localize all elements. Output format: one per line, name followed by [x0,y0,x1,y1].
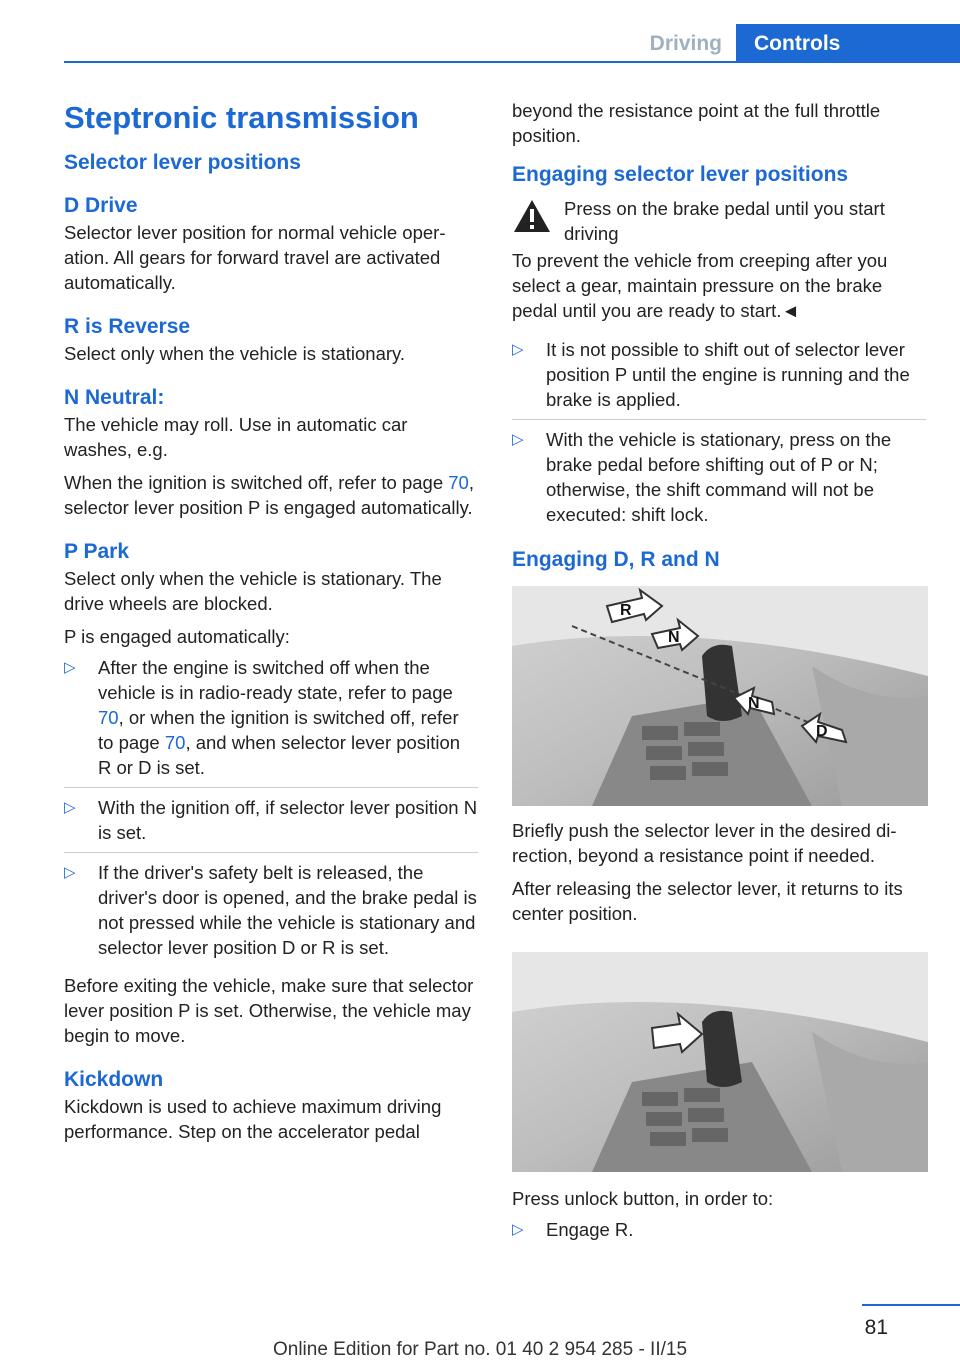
paragraph-n-neutral-1: The vehicle may roll. Use in automatic car washes, e.g. [64,414,408,460]
unlock-list [512,1217,926,1249]
paragraph-n-neutral-2: When the ignition is switched off, refer to page 70, selector lever position P is engaged automatically. [64,472,474,518]
paragraph-kickdown-continued: beyond the resistance point at the full throttle position. [512,100,881,146]
warning-triangle-icon [512,198,552,234]
header-rule [64,61,960,63]
left-column [64,98,478,1144]
list-item: ▷ It is not possible to shift out of selector lever position P until the engine is running and the brake is applied. [512,337,926,420]
paragraph-unlock: Press unlock button, in order to: [512,1188,774,1209]
page-number: 81 [864,1316,888,1339]
heading-d-drive: D Drive [64,194,138,217]
page-link-70[interactable]: 70 [98,707,119,728]
triangle-right-icon: ▷ [64,799,76,816]
paragraph-p-park-2: P is engaged automatically: [64,626,290,647]
list-item: ▷ With the ignition off, if selector lever position N is set. [64,795,478,853]
heading-kickdown: Kickdown [64,1068,164,1091]
warning-block [512,196,926,246]
paragraph-push-lever: Briefly push the selector lever in the desired direction, beyond a resistance point if needed. [512,820,897,866]
warning-title: Press on the brake pedal until you start driving [564,198,885,244]
figure-label-n-upper: N [668,629,680,646]
list-item: ▷ After the engine is switched off when the vehicle is in radio-ready state, refer to page 70, or when the ignition is switched off, refer to page 70, and when selector lever position R or D is set. [64,655,478,788]
right-column [512,98,926,1249]
triangle-right-icon: ▷ [512,1221,524,1238]
section-heading-selector-positions: Selector lever positions [64,151,301,174]
footer-rule [862,1304,960,1306]
warning-body: To prevent the vehicle from creeping after you select a gear, maintain pressure on the brake pedal until you are ready to start.◄ [512,250,888,321]
engaging-list [512,337,926,534]
heading-p-park: P Park [64,540,129,563]
figure-selector-lever-arrows [512,586,928,806]
list-item: ▷ With the vehicle is stationary, press on the brake pedal before shifting out of P or N; otherwise, the shift command will not be executed: shift lock. [512,429,892,525]
page-link-70[interactable]: 70 [164,732,186,753]
tab-controls[interactable]: Controls [736,24,960,62]
paragraph-release-lever: After releasing the selector lever, it returns to its center position. [512,878,903,924]
figure-label-d: D [816,723,828,740]
tab-driving[interactable]: Driving [649,32,722,55]
paragraph-d-drive: Selector lever position for normal vehicle operation. All gears for forward travel are activated automatically. [64,222,446,293]
paragraph-exit: Before exiting the vehicle, make sure that selector lever position P is set. Otherwise, the vehicle may begin to move. [64,975,474,1046]
figure-unlock-button [512,952,928,1172]
list-item: ▷ If the driver's safety belt is released, the driver's door is opened, and the brake pedal is not pressed while the vehicle is stationary and selector lever position D or R is set. [64,862,477,958]
page-title: Steptronic transmission [64,100,419,135]
figure-label-n-lower: N [748,695,760,712]
triangle-right-icon: ▷ [64,659,76,676]
heading-n-neutral: N Neutral: [64,386,165,409]
triangle-right-icon: ▷ [64,864,76,881]
page-link-70[interactable]: 70 [448,472,469,493]
heading-r-reverse: R is Reverse [64,315,191,338]
heading-engaging-d-r-n: Engaging D, R and N [512,548,720,571]
p-engaged-list [64,655,478,967]
triangle-right-icon: ▷ [512,341,524,358]
paragraph-r-reverse: Select only when the vehicle is stationary. [64,343,406,364]
triangle-right-icon: ▷ [512,431,524,448]
section-heading-engaging-positions: Engaging selector lever positions [512,163,849,186]
page-header [650,24,960,62]
paragraph-p-park-1: Select only when the vehicle is stationary. The drive wheels are blocked. [64,568,442,614]
figure-label-r: R [620,602,632,619]
list-item: ▷ Engage R. [512,1219,634,1240]
paragraph-kickdown: Kickdown is used to achieve maximum driving performance. Step on the accelerator pedal [64,1096,442,1142]
edition-footer: Online Edition for Part no. 01 40 2 954 285 - II/15 [272,1339,688,1360]
